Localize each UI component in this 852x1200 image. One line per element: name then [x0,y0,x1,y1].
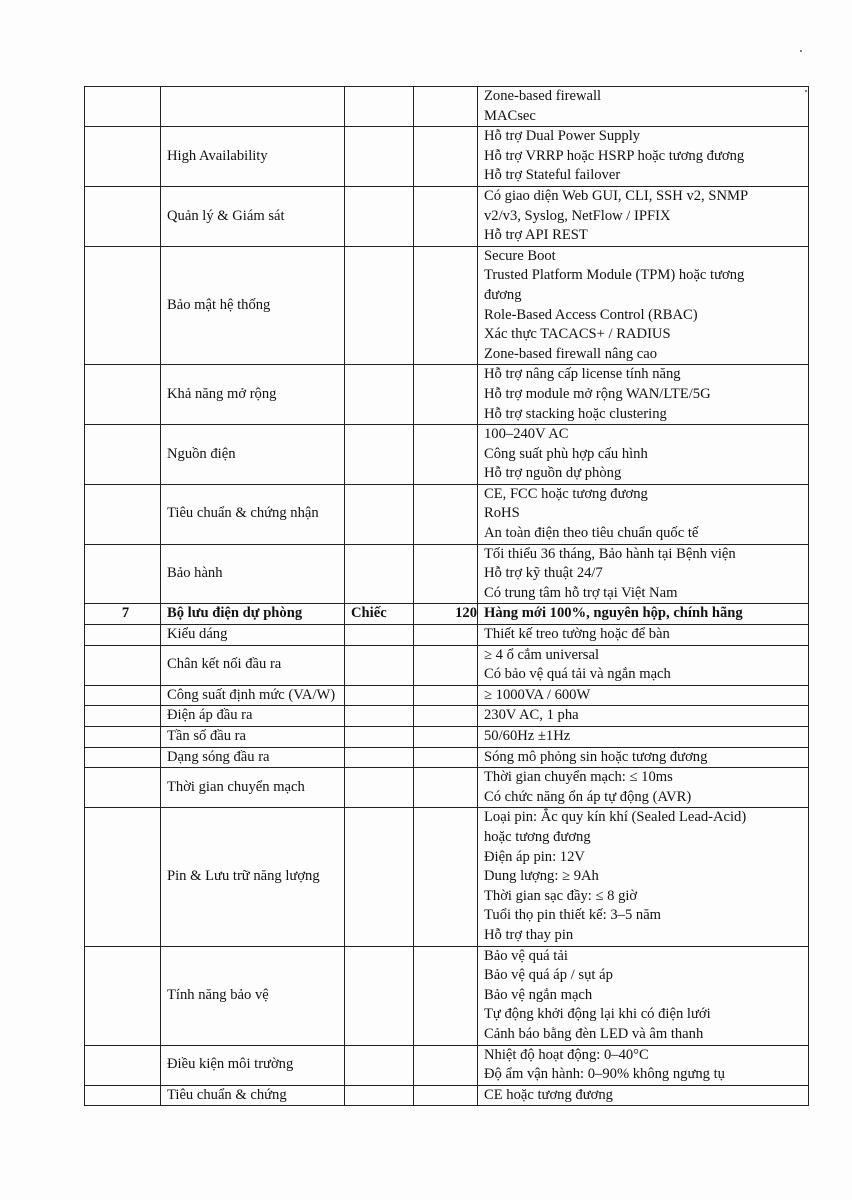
specification-line: Bảo vệ ngắn mạch [484,986,593,1003]
unit-cell [345,484,414,544]
parameter-name-cell: Pin & Lưu trữ năng lượng [161,808,345,946]
row-number-cell [85,645,161,685]
row-number-cell [85,1085,161,1106]
parameter-name-cell: Dạng sóng đầu ra [161,747,345,768]
specification-line: Sóng mô phỏng sin hoặc tương đương [484,748,708,765]
specification-line: Trusted Platform Module (TPM) hoặc tương [484,267,745,284]
specification-line: Xác thực TACACS+ / RADIUS [484,326,671,343]
table-row [85,1045,809,1085]
specification-line: Tuổi thọ pin thiết kế: 3–5 năm [484,907,662,924]
parameter-name-cell: High Availability [161,127,345,187]
unit-cell [345,186,414,246]
specification-line: Điện áp pin: 12V [484,848,585,865]
row-number-cell: 7 [85,604,161,625]
quantity-cell [414,747,478,768]
specification-line: Nhiệt độ hoạt động: 0–40°C [484,1046,649,1063]
quantity-cell [414,1085,478,1106]
specification-line: Tự động khởi động lại khi có điện lưới [484,1006,711,1023]
specification-line: 50/60Hz ±1Hz [484,728,571,744]
scan-speck [805,90,807,92]
parameter-name-cell: Tiêu chuẩn & chứng [161,1085,345,1106]
specification-line: Bảo vệ quá áp / sụt áp [484,967,613,984]
parameter-name-cell [161,87,345,127]
specification-line: Loại pin: Ắc quy kín khí (Sealed Lead-Acid) [484,809,747,826]
row-number-cell [85,425,161,485]
quantity-cell [414,425,478,485]
specification-line: Hàng mới 100%, nguyên hộp, chính hãng [484,605,743,622]
parameter-name-cell: Nguồn điện [161,425,345,485]
parameter-name-cell: Chân kết nối đầu ra [161,645,345,685]
specification-line: Có chức năng ổn áp tự động (AVR) [484,788,692,805]
specification-cell [478,808,809,946]
specification-line: v2/v3, Syslog, NetFlow / IPFIX [484,207,671,224]
row-number-cell [85,484,161,544]
unit-cell [345,87,414,127]
specification-cell [478,425,809,485]
specification-line: Tối thiểu 36 tháng, Bảo hành tại Bệnh viện [484,545,736,562]
specification-line: Công suất phù hợp cấu hình [484,445,648,462]
row-number-cell [85,1045,161,1085]
quantity-cell [414,768,478,808]
specification-cell [478,365,809,425]
quantity-cell [414,1045,478,1085]
quantity-cell [414,727,478,748]
specification-table-body [85,87,809,1106]
table-row [85,706,809,727]
unit-cell [345,645,414,685]
parameter-name-cell: Khả năng mở rộng [161,365,345,425]
table-row [85,1085,809,1106]
row-number-cell [85,87,161,127]
parameter-name-cell: Tiêu chuẩn & chứng nhận [161,484,345,544]
unit-cell [345,625,414,646]
table-row [85,727,809,748]
specification-line: Hỗ trợ Dual Power Supply [484,128,641,145]
specification-line: Dung lượng: ≥ 9Ah [484,868,599,885]
quantity-cell [414,246,478,365]
unit-cell [345,768,414,808]
parameter-name-cell: Điều kiện môi trường [161,1045,345,1085]
specification-cell [478,706,809,727]
parameter-name-cell: Bộ lưu điện dự phòng [161,604,345,625]
specification-line: Hỗ trợ Stateful failover [484,167,621,184]
specification-cell [478,645,809,685]
unit-cell [345,544,414,604]
specification-line: RoHS [484,505,520,522]
parameter-name-cell: Bảo mật hệ thống [161,246,345,365]
specification-line: Hỗ trợ stacking hoặc clustering [484,405,667,422]
unit-cell [345,365,414,425]
specification-line: Hỗ trợ nâng cấp license tính năng [484,366,681,383]
specification-line: Role-Based Access Control (RBAC) [484,306,698,323]
specification-line: Cảnh báo bằng đèn LED và âm thanh [484,1025,704,1042]
specification-line: Độ ẩm vận hành: 0–90% không ngưng tụ [484,1066,725,1083]
specification-line: Thời gian chuyển mạch: ≤ 10ms [484,769,673,786]
parameter-name-cell: Quản lý & Giám sát [161,186,345,246]
specification-cell [478,768,809,808]
specification-cell [478,747,809,768]
specification-line: Hỗ trợ VRRP hoặc HSRP hoặc tương đương [484,147,745,164]
unit-cell [345,1045,414,1085]
row-number-cell [85,706,161,727]
unit-cell [345,946,414,1045]
specification-cell [478,685,809,706]
specification-line: Zone-based firewall nâng cao [484,345,658,362]
specification-line: đương [484,286,522,303]
specification-line: An toàn điện theo tiêu chuẩn quốc tế [484,525,699,542]
unit-cell [345,706,414,727]
unit-cell [345,727,414,748]
table-row [85,87,809,127]
quantity-cell [414,808,478,946]
row-number-cell [85,246,161,365]
table-row [85,127,809,187]
specification-cell [478,484,809,544]
quantity-cell: 120 [414,604,478,625]
specification-line: Hỗ trợ nguồn dự phòng [484,465,622,482]
specification-cell [478,544,809,604]
table-row [85,365,809,425]
table-row [85,685,809,706]
specification-cell [478,1085,809,1106]
specification-line: hoặc tương đương [484,828,591,845]
table-row [85,747,809,768]
row-number-cell [85,186,161,246]
specification-cell [478,625,809,646]
specification-line: Hỗ trợ API REST [484,227,588,244]
parameter-name-cell: Bảo hành [161,544,345,604]
row-number-cell [85,808,161,946]
table-row [85,625,809,646]
specification-table [84,86,809,1106]
row-number-cell [85,747,161,768]
specification-line: 230V AC, 1 pha [484,707,579,724]
quantity-cell [414,645,478,685]
row-number-cell [85,365,161,425]
row-number-cell [85,544,161,604]
parameter-name-cell: Kiểu dáng [161,625,345,646]
specification-line: Hỗ trợ thay pin [484,926,574,943]
table-row [85,645,809,685]
quantity-cell [414,706,478,727]
unit-cell [345,685,414,706]
table-row [85,425,809,485]
row-number-cell [85,768,161,808]
specification-cell [478,87,809,127]
quantity-cell [414,946,478,1045]
parameter-name-cell: Điện áp đầu ra [161,706,345,727]
table-row [85,768,809,808]
row-number-cell [85,946,161,1045]
row-number-cell [85,127,161,187]
specification-cell [478,946,809,1045]
specification-line: Thiết kế treo tường hoặc để bàn [484,626,670,643]
specification-line: Có giao diện Web GUI, CLI, SSH v2, SNMP [484,187,749,204]
row-number-cell [85,685,161,706]
specification-cell [478,246,809,365]
quantity-cell [414,544,478,604]
specification-line: Hỗ trợ module mở rộng WAN/LTE/5G [484,385,711,402]
quantity-cell [414,127,478,187]
quantity-cell [414,186,478,246]
specification-line: CE hoặc tương đương [484,1086,613,1103]
quantity-cell [414,87,478,127]
specification-cell [478,604,809,625]
unit-cell [345,246,414,365]
parameter-name-cell: Tần số đầu ra [161,727,345,748]
specification-line: Hỗ trợ kỹ thuật 24/7 [484,565,603,582]
row-number-cell [85,727,161,748]
table-row [85,246,809,365]
parameter-name-cell: Thời gian chuyển mạch [161,768,345,808]
specification-line: ≥ 1000VA / 600W [484,686,591,703]
unit-cell [345,1085,414,1106]
unit-cell [345,747,414,768]
parameter-name-cell: Công suất định mức (VA/W) [161,685,345,706]
unit-cell [345,127,414,187]
specification-line: Secure Boot [484,247,556,264]
table-row [85,544,809,604]
table-row [85,604,809,625]
specification-line: Thời gian sạc đầy: ≤ 8 giờ [484,887,638,904]
table-row [85,808,809,946]
quantity-cell [414,625,478,646]
table-row [85,946,809,1045]
specification-line: Bảo vệ quá tải [484,947,568,964]
specification-cell [478,127,809,187]
specification-cell [478,1045,809,1085]
quantity-cell [414,685,478,706]
table-row [85,484,809,544]
row-number-cell [85,625,161,646]
specification-line: ≥ 4 ổ cắm universal [484,646,599,663]
unit-cell [345,808,414,946]
specification-line: CE, FCC hoặc tương đương [484,485,648,502]
specification-line: Có bảo vệ quá tải và ngắn mạch [484,666,671,683]
specification-line: 100–240V AC [484,426,569,443]
quantity-cell [414,484,478,544]
specification-line: Có trung tâm hỗ trợ tại Việt Nam [484,584,678,601]
table-row [85,186,809,246]
specification-line: Zone-based firewall [484,88,602,104]
unit-cell [345,425,414,485]
specification-cell [478,727,809,748]
scan-speck [800,50,802,52]
specification-cell [478,186,809,246]
unit-cell: Chiếc [345,604,414,625]
quantity-cell [414,365,478,425]
parameter-name-cell: Tính năng bảo vệ [161,946,345,1045]
specification-line: MACsec [484,107,536,124]
